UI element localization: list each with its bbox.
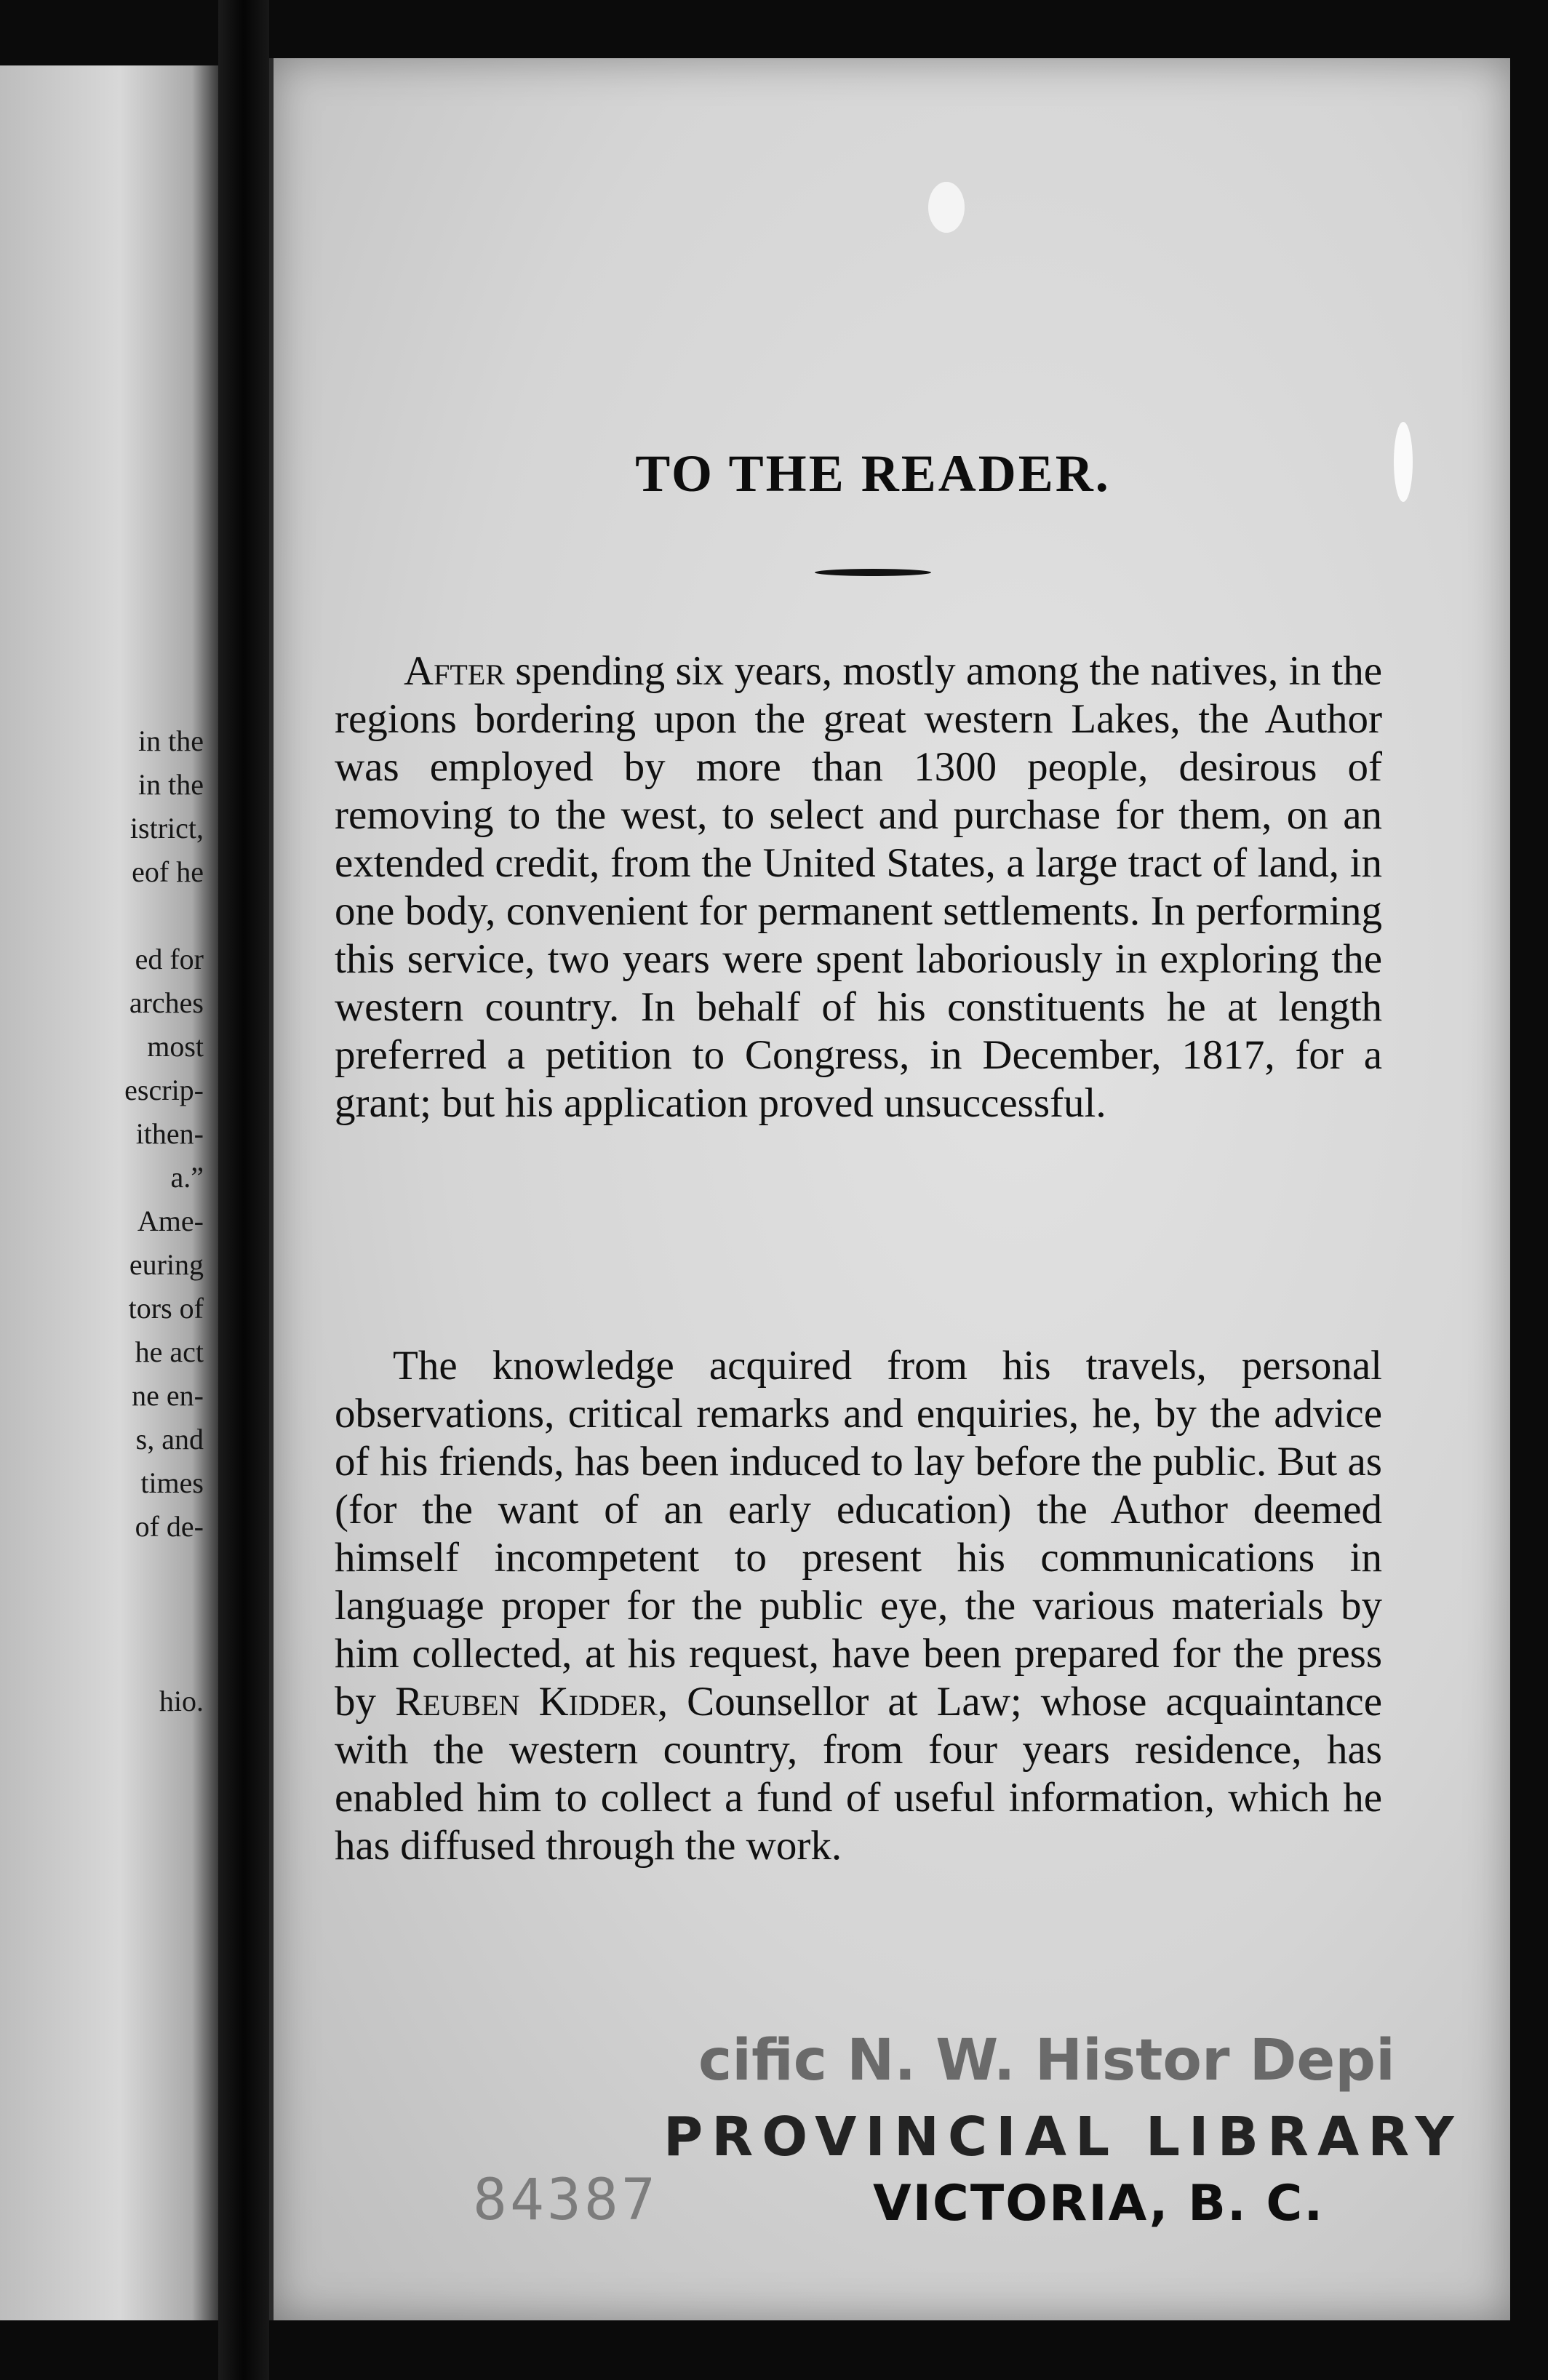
- title-ornament-rule: [815, 569, 931, 576]
- previous-page-line-fragment: escrip-: [124, 1074, 204, 1106]
- paragraph-1: [335, 647, 1382, 1127]
- previous-page-line-fragment: euring: [129, 1248, 204, 1281]
- previous-page-line-fragment: hio.: [159, 1685, 204, 1717]
- previous-page-line-fragment: s, and: [135, 1423, 204, 1455]
- previous-page-line-fragment: tors of: [128, 1292, 204, 1325]
- paragraph-1-lead-word: After: [404, 648, 505, 694]
- previous-page-line-fragment: Ame-: [137, 1205, 204, 1237]
- paper-blemish: [928, 182, 965, 233]
- previous-page-line-fragment: times: [140, 1466, 204, 1499]
- editor-name: Reuben Kidder: [395, 1679, 658, 1725]
- previous-page-line-fragment: in the: [138, 724, 204, 757]
- page-to-the-reader: [269, 58, 1510, 2320]
- previous-page-line-fragment: of de-: [135, 1510, 204, 1543]
- previous-page-line-fragment: ne en-: [132, 1379, 204, 1412]
- previous-page-line-fragment: he act: [135, 1335, 204, 1368]
- paragraph-2-text-b: , Counsellor at Law; whose acquaintance with the western country, from four years residence, has enabled him to collect a fund of useful information, which he has diffused through the work.: [335, 1679, 1382, 1869]
- paragraph-2: [335, 1342, 1382, 1870]
- accession-number-stamp: 84387: [473, 2168, 658, 2233]
- previous-page-line-fragment: most: [147, 1030, 204, 1063]
- previous-page-line-fragment: eof he: [132, 855, 204, 888]
- paragraph-2-text-a: The knowledge acquired from his travels, personal observations, critical remarks and enquiries, he, by the advice of his friends, has been induced to lay before the public. But as (for the want of an early education) the Author deemed himself incompetent to present his communications in language proper for the public eye, the various materials by him collected, at his request, have been prepared for the press by: [335, 1343, 1382, 1725]
- library-city-stamp: VICTORIA, B. C.: [873, 2175, 1325, 2232]
- previous-page-line-fragment: ithen-: [135, 1117, 204, 1150]
- page-title: TO THE READER.: [635, 444, 1111, 503]
- previous-page-line-fragment: in the: [138, 768, 204, 801]
- paragraph-1-text: spending six years, mostly among the natives, in the regions bordering upon the great western Lakes, the Author was employed by more than 1300 people, desirous of removing to the west, to select and purchase for them, on an extended credit, from the United States, a large tract of land, in one body, convenient for permanent settlements. In performing this service, two years were spent laboriously in exploring the western country. In behalf of his constituents he at length preferred a petition to Congress, in December, 1817, for a grant; but his application proved unsuccessful.: [335, 648, 1382, 1126]
- previous-page-line-fragment: ed for: [135, 943, 204, 975]
- previous-page-edge: [0, 65, 218, 2320]
- previous-page-line-fragment: a.”: [170, 1161, 204, 1194]
- provincial-library-stamp: PROVINCIAL LIBRARY: [663, 2106, 1463, 2168]
- historical-department-stamp: cific N. W. Histor Depi: [698, 2028, 1395, 2093]
- book-gutter: [218, 0, 269, 2380]
- previous-page-line-fragment: istrict,: [129, 812, 204, 844]
- previous-page-line-fragment: arches: [129, 986, 204, 1019]
